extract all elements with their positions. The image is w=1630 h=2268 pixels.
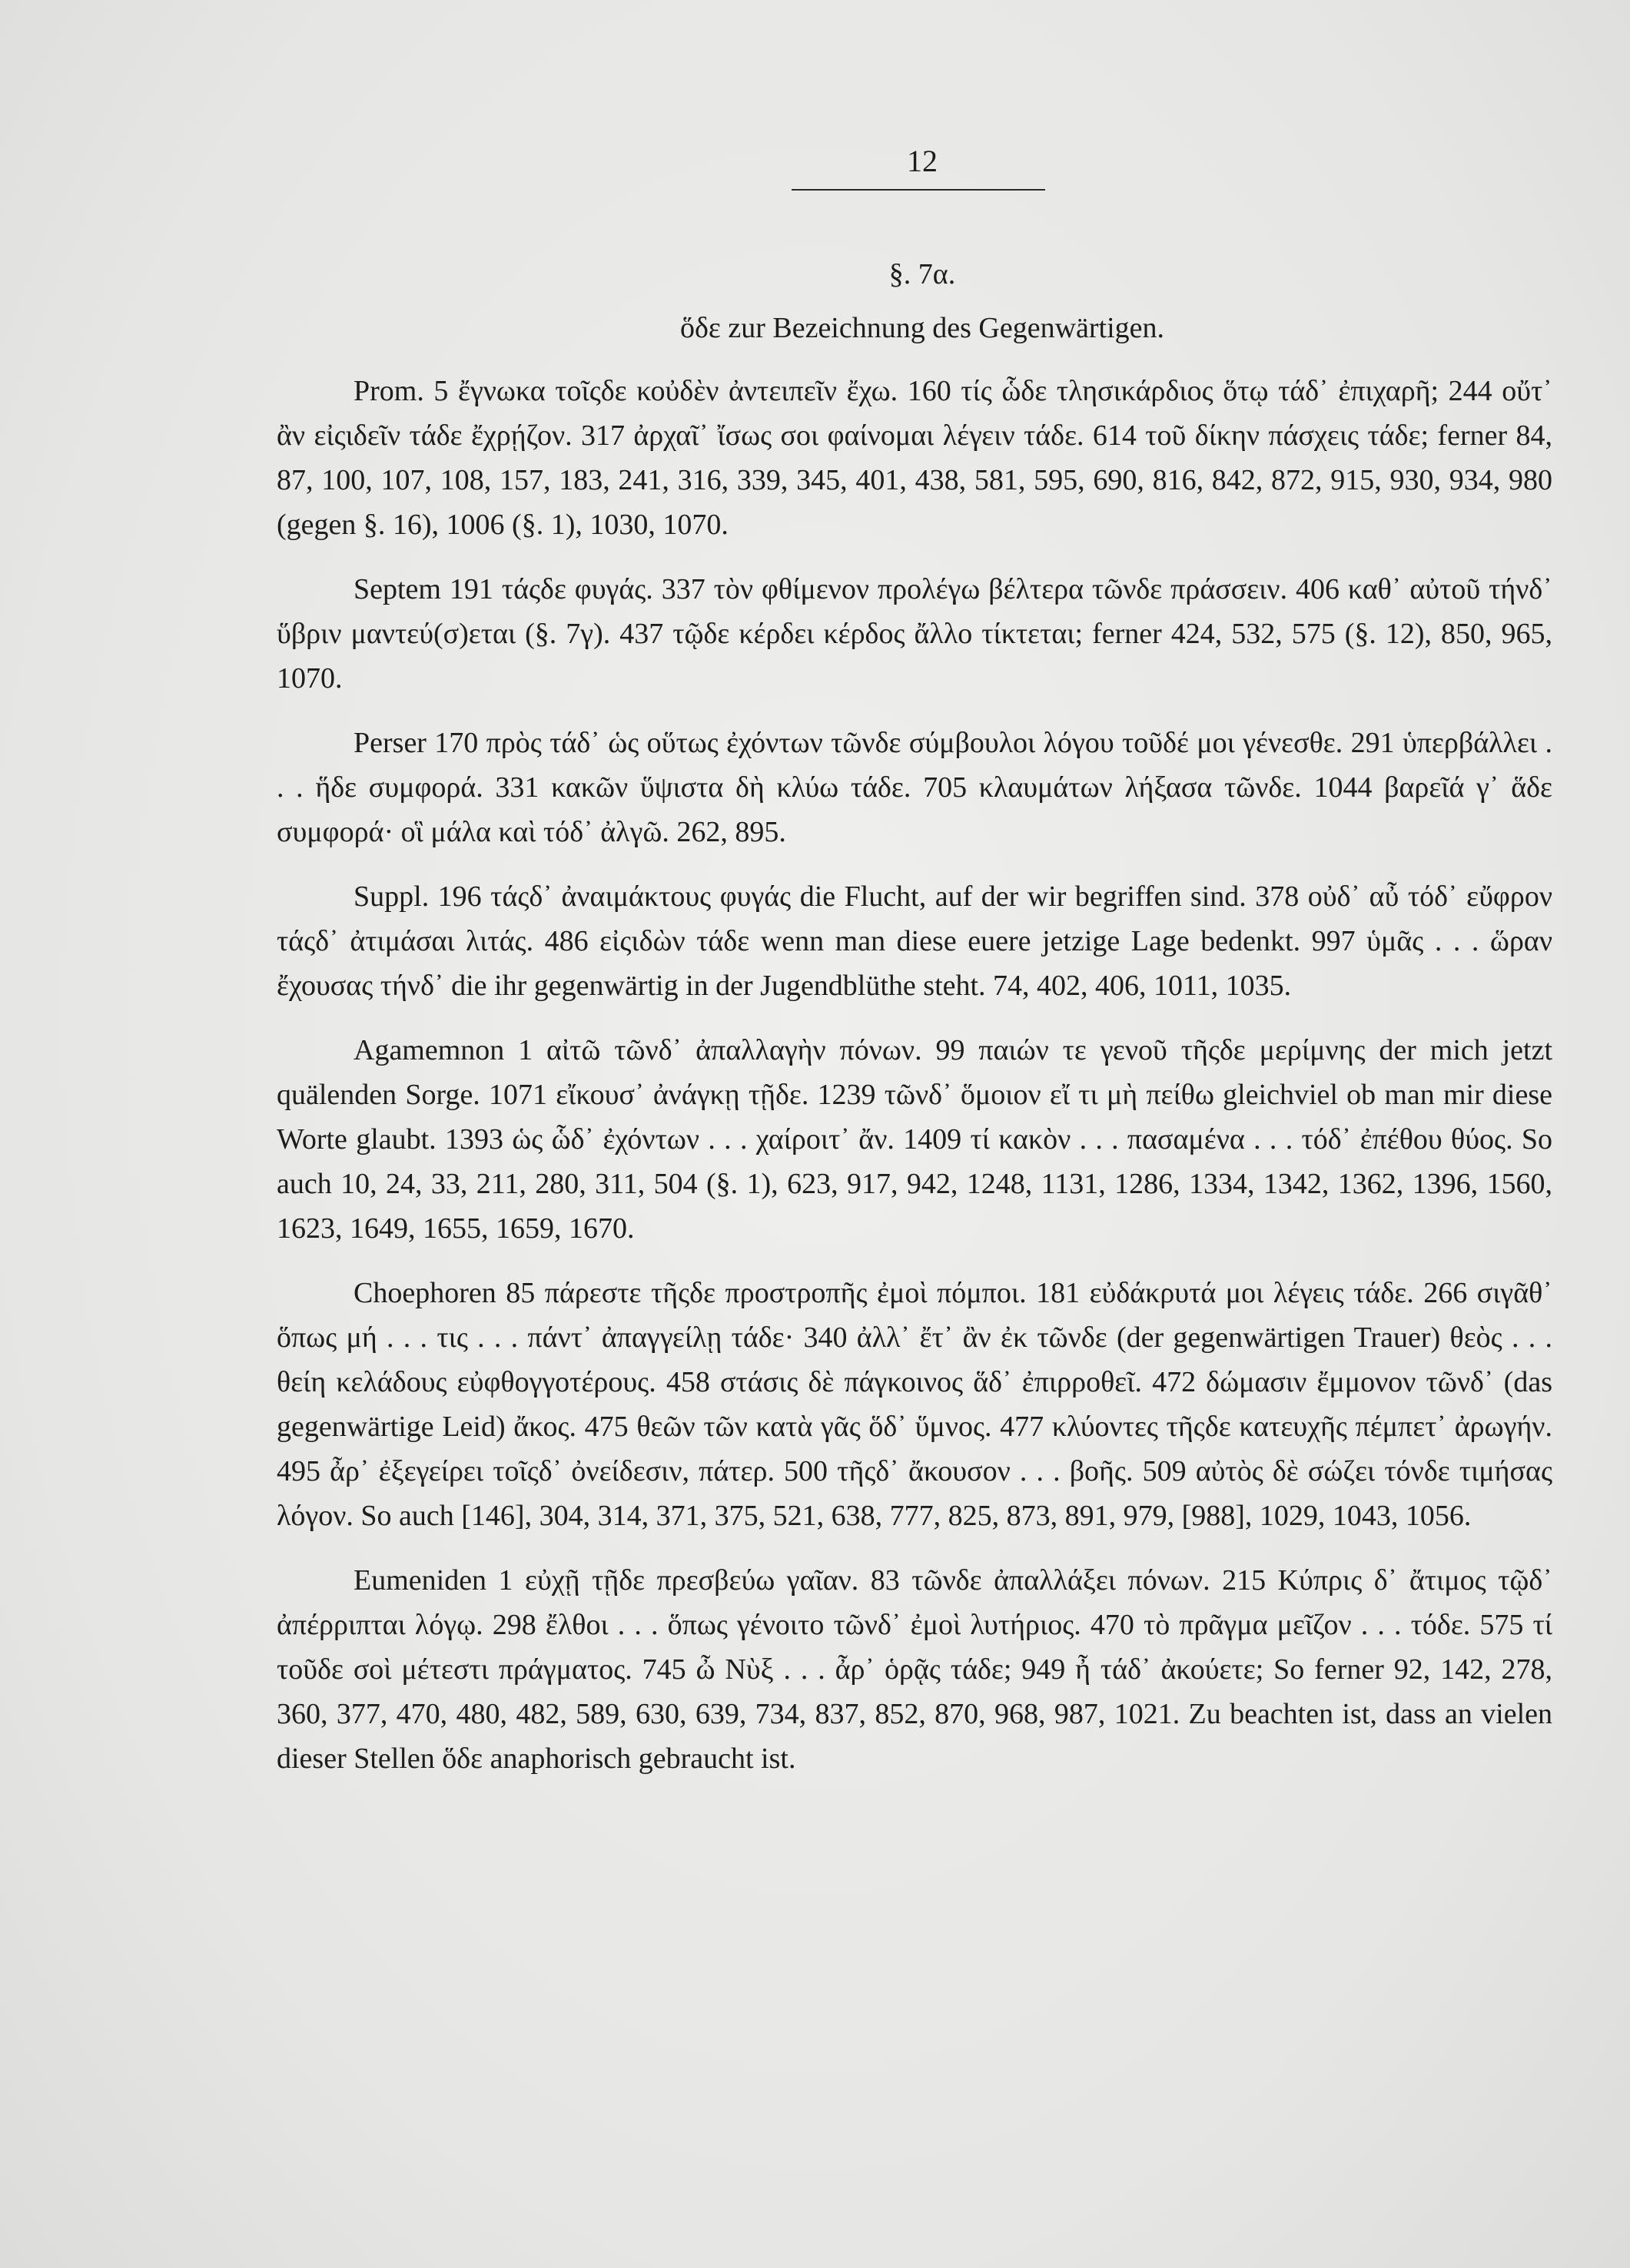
page-number: 12 [907, 144, 938, 178]
paragraph-eumeniden: Eumeniden 1 εὐχῇ τῇδε πρεσβεύω γαῖαν. 83 τῶνδε ἀπαλλάξει πόνων. 215 Κύπρις δ᾽ ἄτιμος τῷδ᾽ ἀπέρριπται λόγῳ. 298 ἔλθοι . . . ὅπως γένοιτο τῶνδ᾽ ἐμοὶ λυτήριος. 470 τὸ πρᾶγμα μεῖζον . . . τόδε. 575 τί τοῦδε σοὶ μέτεστι πράγματος. 745 ὦ Νὺξ . . . ἆρ᾽ ὁρᾷς τάδε; 949 ἦ τάδ᾽ ἀκούετε; So ferner 92, 142, 278, 360, 377, 470, 480, 482, 589, 630, 639, 734, 837, 852, 870, 968, 987, 1021. Zu beachten ist, dass an vielen dieser Stellen ὅδε anaphorisch gebraucht ist. [277, 1564, 1552, 1775]
paragraph-perser: Perser 170 πρὸς τάδ᾽ ὡς οὕτως ἐχόντων τῶνδε σύμβουλοι λόγου τοῦδέ μοι γένεσθε. 291 ὑπερβάλλει . . . ἥδε συμφορά. 331 κακῶν ὕψιστα δὴ κλύω τάδε. 705 κλαυμάτων λήξασα τῶνδε. 1044 βαρεῖά γ᾽ ἅδε συμφορά· οἳ μάλα καὶ τόδ᾽ ἀλγῶ. 262, 895. [277, 727, 1552, 848]
paragraph-agamemnon: Agamemnon 1 αἰτῶ τῶνδ᾽ ἀπαλλαγὴν πόνων. 99 παιών τε γενοῦ τῆςδε μερίμνης der mich jetzt quälenden Sorge. 1071 εἴκουσ᾽ ἀνάγκῃ τῇδε. 1239 τῶνδ᾽ ὅμοιον εἴ τι μὴ πείθω gleichviel ob man mir diese Worte glaubt. 1393 ὡς ὧδ᾽ ἐχόντων . . . χαίροιτ᾽ ἄν. 1409 τί κακὸν . . . πασαμένα . . . τόδ᾽ ἐπέθου θύος. So auch 10, 24, 33, 211, 280, 311, 504 (§. 1), 623, 917, 942, 1248, 1131, 1286, 1334, 1342, 1362, 1396, 1560, 1623, 1649, 1655, 1659, 1670. [277, 1034, 1552, 1245]
paragraph-choephoren: Choephoren 85 πάρεστε τῆςδε προστροπῆς ἐμοὶ πόμποι. 181 εὐδάκρυτά μοι λέγεις τάδε. 266 σιγᾶθ᾽ ὅπως μή . . . τις . . . πάντ᾽ ἀπαγγείλῃ τάδε· 340 ἀλλ᾽ ἔτ᾽ ἂν ἐκ τῶνδε (der gegenwärtigen Trauer) θεὸς . . . θείη κελάδους εὐφθογγοτέρους. 458 στάσις δὲ πάγκοινος ἅδ᾽ ἐπιρροθεῖ. 472 δώμασιν ἔμμονον τῶνδ᾽ (das gegenwärtige Leid) ἄκος. 475 θεῶν τῶν κατὰ γᾶς ὅδ᾽ ὕμνος. 477 κλύοντες τῆςδε κατευχῆς πέμπετ᾽ ἀρωγήν. 495 ἆρ᾽ ἐξεγείρει τοῖςδ᾽ ὀνείδεσιν, πάτερ. 500 τῆςδ᾽ ἄκουσον . . . βοῆς. 509 αὐτὸς δὲ σώζει τόνδε τιμήσας λόγον. So auch [146], 304, 314, 371, 375, 521, 638, 777, 825, 873, 891, 979, [988], 1029, 1043, 1056. [277, 1277, 1552, 1532]
section-subtitle: ὅδε zur Bezeichnung des Gegenwärtigen. [679, 312, 1165, 344]
paragraph-septem: Septem 191 τάςδε φυγάς. 337 τὸν φθίμενον προλέγω βέλτερα τῶνδε πράσσειν. 406 καθ᾽ αὐτοῦ τήνδ᾽ ὕβριν μαντεύ(σ)εται (§. 7γ). 437 τῷδε κέρδει κέρδος ἄλλο τίκτεται; ferner 424, 532, 575 (§. 12), 850, 965, 1070. [277, 573, 1552, 695]
body-text [277, 369, 1552, 1801]
paragraph-prometheus: Prom. 5 ἔγνωκα τοῖςδε κοὐδὲν ἀντειπεῖν ἔχω. 160 τίς ὧδε τλησικάρδιος ὅτῳ τάδ᾽ ἐπιχαρῆ; 244 οὔτ᾽ ἂν εἰςιδεῖν τάδε ἔχρῄζον. 317 ἀρχαῖ᾽ ἴσως σοι φαίνομαι λέγειν τάδε. 614 τοῦ δίκην πάσχεις τάδε; ferner 84, 87, 100, 107, 108, 157, 183, 241, 316, 339, 345, 401, 438, 581, 595, 690, 816, 842, 872, 915, 930, 934, 980 (gegen §. 16), 1006 (§. 1), 1030, 1070. [277, 375, 1552, 541]
header-rule [792, 189, 1045, 191]
paragraph-supplices: Suppl. 196 τάςδ᾽ ἀναιμάκτους φυγάς die Flucht, auf der wir begriffen sind. 378 οὐδ᾽ αὖ τόδ᾽ εὔφρον τάςδ᾽ ἀτιμάσαι λιτάς. 486 εἰςιδὼν τάδε wenn man diese euere jetzige Lage bedenkt. 997 ὑμᾶς . . . ὥραν ἔχουσας τήνδ᾽ die ihr gegenwärtig in der Jugendblüthe steht. 74, 402, 406, 1011, 1035. [277, 880, 1552, 1002]
section-title: §. 7α. [888, 258, 956, 290]
